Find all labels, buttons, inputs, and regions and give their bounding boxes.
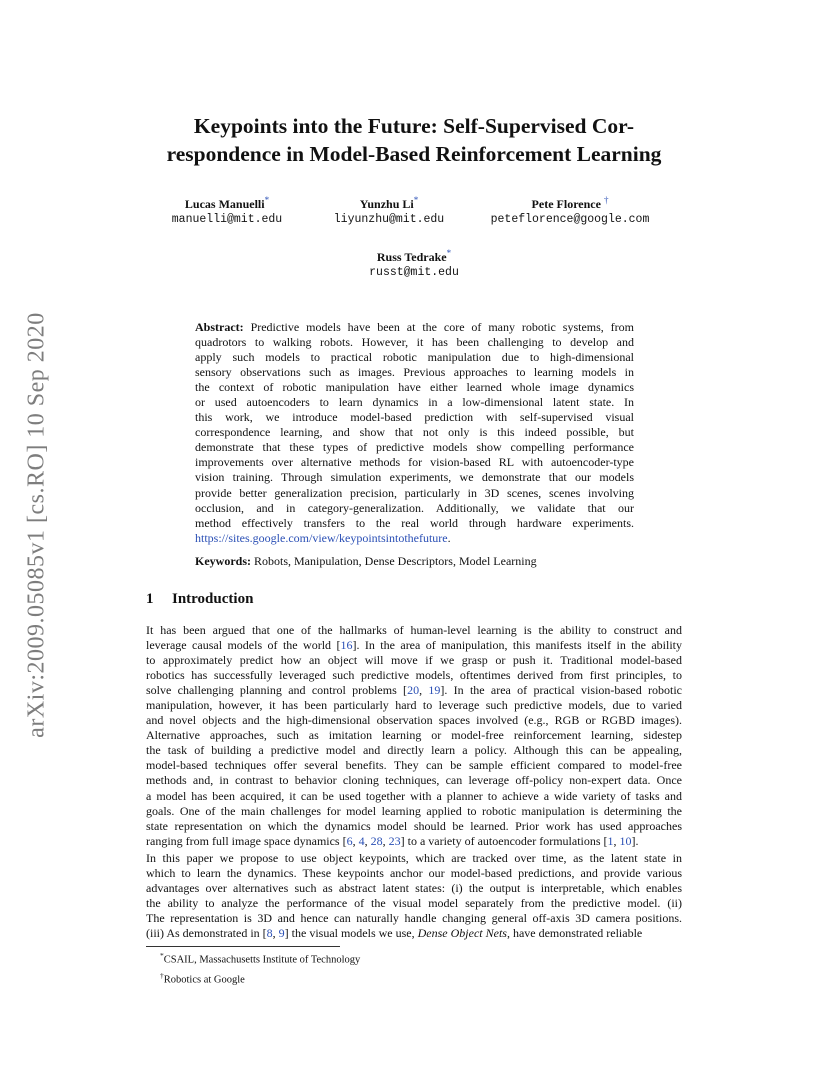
- text-run: a model has been acquired, it can be used together with a planner to achieve a wide variety of tasks and: [146, 788, 682, 803]
- text-run: It has been argued that one of the hallmarks of human-level learning is the ability to construct and: [146, 623, 682, 637]
- text-run: ,: [272, 926, 279, 941]
- abstract-line: occlusion, and in category-generalization. Additionally, we validate that our: [195, 500, 634, 515]
- text-run: the task of building a predictive model and directly learn a policy. Although this can be appealing,: [146, 743, 682, 758]
- paragraph-line: [146, 668, 682, 683]
- author-affiliation-mark: *: [413, 195, 419, 205]
- intro-paragraph-2: [146, 851, 682, 941]
- title-line: respondence in Model-Based Reinforcement Learning: [166, 142, 662, 166]
- paragraph-line: [146, 683, 682, 698]
- section-title: Introduction: [172, 591, 254, 607]
- citation-link[interactable]: 1: [607, 833, 614, 848]
- text-run: methods and, in contrast to behavior cloning techniques, can leverage off-policy non-expert data. Once: [146, 773, 682, 788]
- author-block: [480, 193, 660, 227]
- paper-title: [130, 112, 698, 168]
- keywords-text: Robots, Manipulation, Dense Descriptors, Model Learning: [254, 554, 537, 568]
- abstract-line: the context of robotic manipulation have either learned whole image dynamics: [195, 380, 634, 395]
- abstract-line: demonstrate that these types of predictive models show compelling performance: [195, 440, 634, 455]
- text-run: ,: [382, 833, 389, 848]
- abstract-line: this work, we introduce model-based prediction with self-supervised visual: [195, 410, 634, 425]
- citation-link[interactable]: 6: [346, 833, 353, 848]
- paragraph-line: [146, 728, 682, 743]
- author-affiliation-mark: †: [603, 195, 609, 205]
- author-affiliation-mark: *: [446, 248, 452, 258]
- paragraph-line: [146, 866, 682, 881]
- paragraph-line: [146, 819, 682, 834]
- author-block: [349, 246, 479, 280]
- citation-link[interactable]: 19: [428, 683, 441, 698]
- text-run: Alternative approaches, such as imitation learning or model-free reinforcement learning, sidestep: [146, 728, 682, 743]
- arxiv-side-stamp: arXiv:2009.05085v1 [cs.RO] 10 Sep 2020: [23, 312, 50, 738]
- text-run: model-based techniques offer several benefits. They can be sample efficient compared to model-free: [146, 758, 682, 773]
- text-run: manipulation, however, it has been particularly hard to leverage such predictive models, due to varied: [146, 698, 682, 713]
- paragraph-line: [146, 743, 682, 758]
- paragraph-line: [146, 653, 682, 668]
- author-email[interactable]: liyunzhu@mit.edu: [333, 213, 445, 226]
- abstract-line: provide better generalization precision, particularly in 3D scenes, scenes involving: [195, 485, 634, 500]
- citation-link[interactable]: 10: [619, 833, 632, 848]
- paragraph-line: [146, 804, 682, 819]
- emphasis-text: Dense Object Nets: [417, 926, 507, 941]
- text-run: advantages over alternatives such as abstract latent states: (i) the output is interpretable, which enables: [146, 881, 682, 896]
- text-run: ].: [631, 833, 639, 848]
- abstract-line: or used autoencoders to learn dynamics in a low-dimensional latent state. In: [195, 395, 634, 410]
- text-run: ] to a variety of autoencoder formulations [: [400, 833, 608, 848]
- abstract-line: method effectively transfers to the real world through hardware experiments.: [195, 515, 634, 530]
- abstract-line: quadrotors to walking robots. However, it has been challenging to develop and: [195, 335, 634, 350]
- paragraph-line: [146, 758, 682, 773]
- intro-paragraph-1: [146, 623, 682, 849]
- author-name: Yunzhu Li*: [359, 195, 419, 211]
- text-run: robotics has successfully leveraged such predictive models, oftentimes derived from first principles, to: [146, 668, 682, 683]
- footnote: *CSAIL, Massachusetts Institute of Technology: [160, 951, 361, 966]
- citation-link[interactable]: 28: [370, 833, 383, 848]
- text-run: ,: [419, 683, 429, 698]
- abstract-line: vision training. Through simulation experiments, we demonstrate that our models: [195, 470, 634, 485]
- text-run: leverage causal models of the world [: [146, 638, 341, 653]
- abstract-line: improvements over alternative methods for vision-based RL with autoencoder-type: [195, 455, 634, 470]
- author-block: [162, 193, 292, 227]
- text-run: and novel objects and the high-dimensional observation spaces involved (e.g., RGB or RGBD images).: [146, 713, 682, 728]
- text-run: goals. One of the main challenges for model learning applied to robotic manipulation is determining the: [146, 803, 682, 818]
- paragraph-line: [146, 896, 682, 911]
- text-run: In this paper we propose to use object keypoints, which are tracked over time, as the latent state in: [146, 851, 682, 865]
- abstract-label: Abstract:: [195, 320, 244, 334]
- text-run: ranging from full image space dynamics [: [146, 833, 347, 848]
- citation-link[interactable]: 23: [388, 833, 401, 848]
- author-affiliation-mark: *: [264, 195, 270, 205]
- text-run: ,: [352, 833, 359, 848]
- text-run: (iii) As demonstrated in [: [146, 926, 267, 941]
- abstract-line: correspondence learning, and show that not only is this indeed possible, but: [195, 425, 634, 440]
- paragraph-line: [146, 713, 682, 728]
- paragraph-line: [146, 911, 682, 926]
- abstract-line: Abstract: Predictive models have been at the core of many robotic systems, from: [195, 320, 634, 334]
- author-name: Pete Florence †: [531, 195, 609, 211]
- text-run: ] the visual models we use,: [284, 926, 418, 941]
- author-name: Lucas Manuelli*: [184, 195, 270, 211]
- abstract: [195, 320, 634, 546]
- paragraph-line: [146, 881, 682, 896]
- text-run: The representation is 3D and hence can naturally handle changing general off-axis 3D camera positions.: [146, 911, 682, 926]
- paragraph-line: [146, 834, 682, 849]
- paragraph-line: [146, 623, 682, 638]
- author-email[interactable]: russt@mit.edu: [369, 266, 459, 279]
- paragraph-line: [146, 789, 682, 804]
- keywords: [195, 554, 634, 569]
- paragraph-line: [146, 773, 682, 788]
- paragraph-line: [146, 851, 682, 866]
- text-run: ,: [364, 833, 371, 848]
- text-run: , have demonstrated reliable: [506, 926, 643, 941]
- paragraph-line: [146, 926, 682, 941]
- text-run: ]. In the area of manipulation, this manifests itself in the ability: [352, 638, 682, 653]
- author-block: [324, 193, 454, 227]
- text-run: to approximately predict how an object will move if we grasp or push it. Traditional model-based: [146, 653, 682, 668]
- abstract-line: https://sites.google.com/view/keypointsintothefuture.: [195, 530, 451, 545]
- text-run: solve challenging planning and control problems [: [146, 683, 408, 698]
- citation-link[interactable]: 4: [358, 833, 365, 848]
- footnote-rule: [146, 946, 340, 947]
- abstract-line: apply such models to practical robotic manipulation due to high-dimensional: [195, 350, 634, 365]
- title-line: Keypoints into the Future: Self-Supervised Cor-: [193, 114, 635, 138]
- text-run: ,: [613, 833, 620, 848]
- text-run: which to learn the dynamics. These keypoints anchor our model-based predictions, and provide various: [146, 866, 682, 881]
- project-link[interactable]: https://sites.google.com/view/keypointsintothefuture: [195, 530, 448, 545]
- text-run: ]. In the area of practical vision-based robotic: [440, 683, 683, 698]
- text-run: state representation on which the dynamics model should be learned. Prior work has used approaches: [146, 818, 682, 833]
- author-name: Russ Tedrake*: [376, 248, 452, 264]
- paragraph-line: [146, 638, 682, 653]
- citation-link[interactable]: 20: [407, 683, 420, 698]
- keywords-label: Keywords:: [195, 554, 251, 568]
- citation-link[interactable]: 8: [266, 926, 273, 941]
- citation-link[interactable]: 16: [340, 638, 353, 653]
- text-run: the ability to analyze the performance of the visual model separately from the predictive model. (ii): [146, 896, 682, 911]
- author-email[interactable]: manuelli@mit.edu: [171, 213, 283, 226]
- author-email[interactable]: peteflorence@google.com: [490, 213, 650, 226]
- section-number: 1: [146, 591, 154, 607]
- paragraph-line: [146, 698, 682, 713]
- footnote: †Robotics at Google: [160, 970, 245, 985]
- abstract-line: sensory observations such as images. Previous approaches to learning models in: [195, 365, 634, 380]
- citation-link[interactable]: 9: [278, 926, 285, 941]
- footnotes: [160, 948, 360, 987]
- section-heading: [146, 591, 253, 608]
